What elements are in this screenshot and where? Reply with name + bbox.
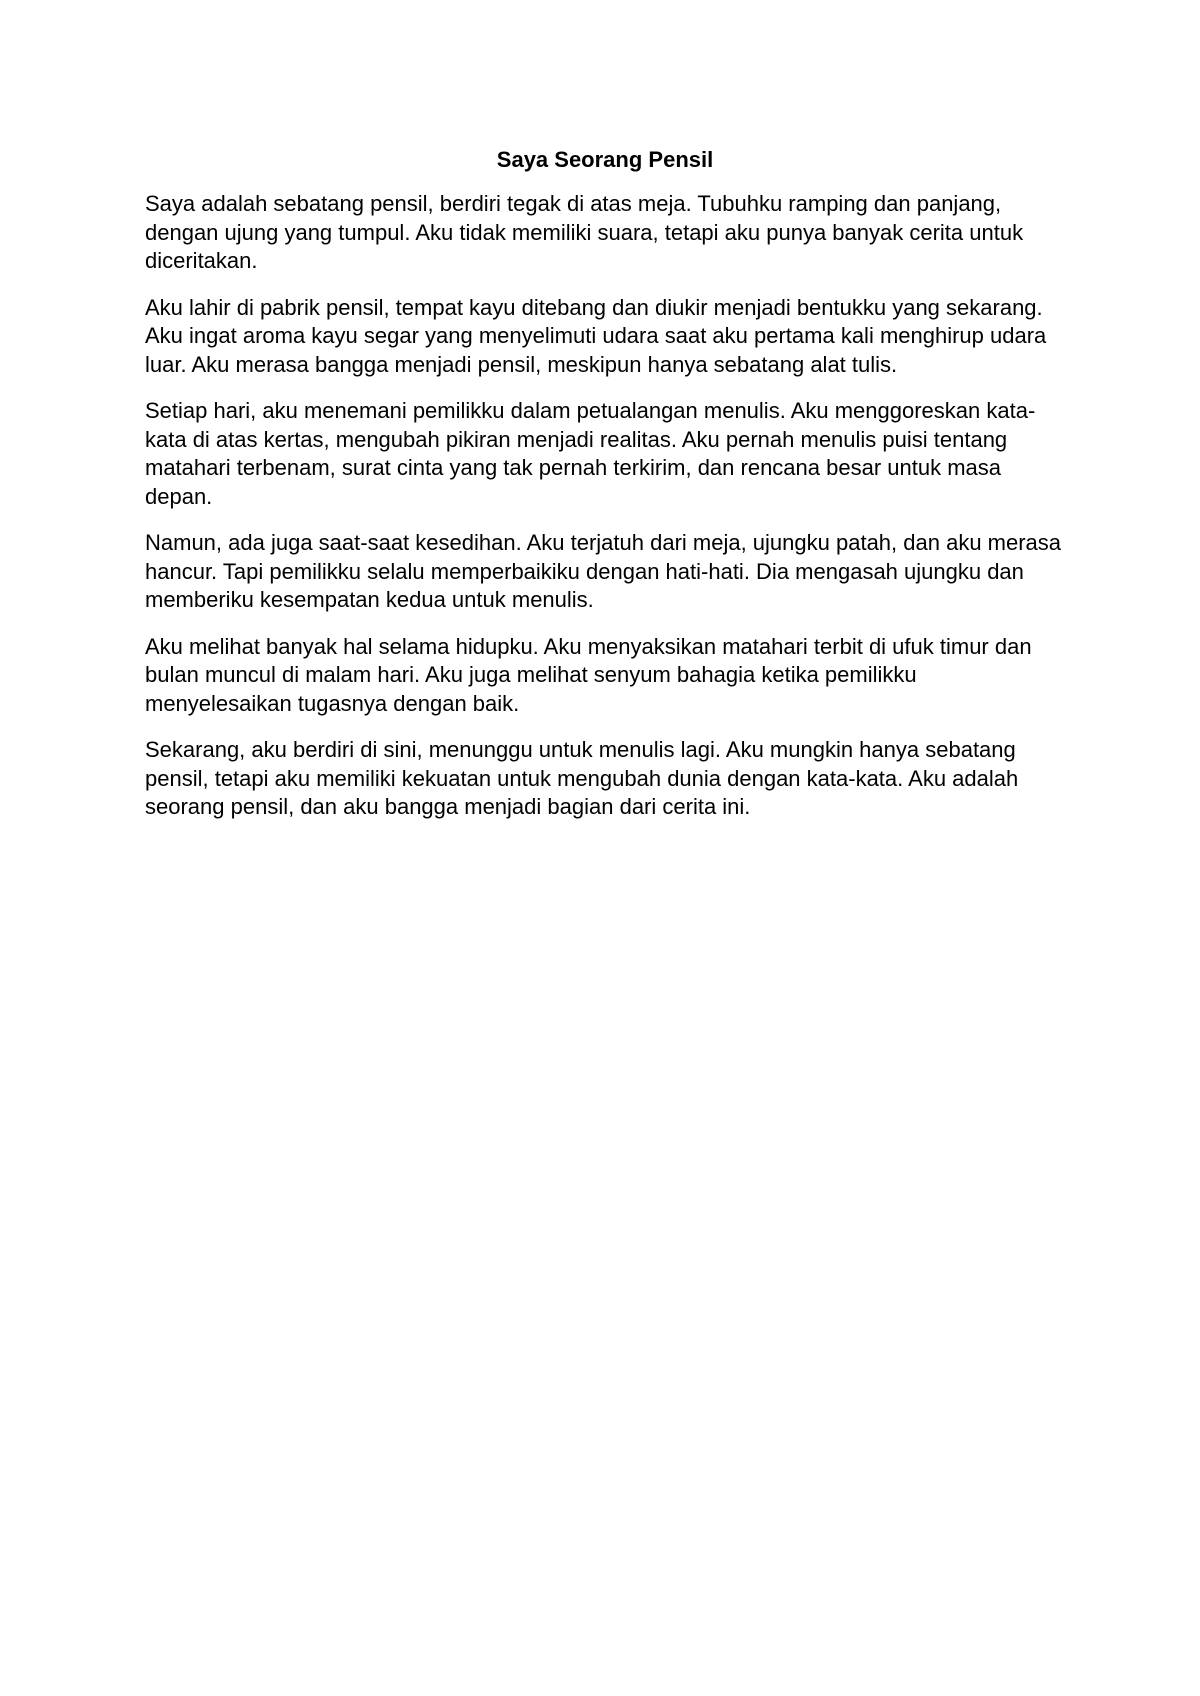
document-body bbox=[145, 142, 1065, 840]
paragraph-3: Setiap hari, aku menemani pemilikku dalam petualangan menulis. Aku menggoreskan kata-kata di atas kertas, mengubah pikiran menjadi realitas. Aku pernah menulis puisi tentang matahari terbenam, surat cinta yang tak pernah terkirim, dan rencana besar untuk masa depan. bbox=[145, 398, 1036, 509]
paragraph-4: Namun, ada juga saat-saat kesedihan. Aku terjatuh dari meja, ujungku patah, dan aku merasa hancur. Tapi pemilikku selalu memperbaikiku dengan hati-hati. Dia mengasah ujungku dan memberiku kesempatan kedua untuk menulis. bbox=[145, 530, 1062, 612]
paragraph-5: Aku melihat banyak hal selama hidupku. Aku menyaksikan matahari terbit di ufuk timur dan bulan muncul di malam hari. Aku juga melihat senyum bahagia ketika pemilikku menyelesaikan tugasnya dengan baik. bbox=[145, 633, 1032, 716]
paragraph-1: Saya adalah sebatang pensil, berdiri tegak di atas meja. Tubuhku ramping dan panjang, dengan ujung yang tumpul. Aku tidak memiliki suara, tetapi aku punya banyak cerita untuk diceritakan. bbox=[145, 191, 1024, 273]
paragraph-6: Sekarang, aku berdiri di sini, menunggu untuk menulis lagi. Aku mungkin hanya sebatang pensil, tetapi aku memiliki kekuatan untuk mengubah dunia dengan kata-kata. Aku adalah seorang pensil, dan aku bangga menjadi bagian dari cerita ini. bbox=[145, 737, 1019, 819]
document-title: Saya Seorang Pensil bbox=[496, 147, 714, 172]
paragraph-2: Aku lahir di pabrik pensil, tempat kayu ditebang dan diukir menjadi bentukku yang sekarang. Aku ingat aroma kayu segar yang menyelimuti udara saat aku pertama kali menghirup udara luar. Aku merasa bangga menjadi pensil, meskipun hanya sebatang alat tulis. bbox=[145, 294, 1047, 377]
